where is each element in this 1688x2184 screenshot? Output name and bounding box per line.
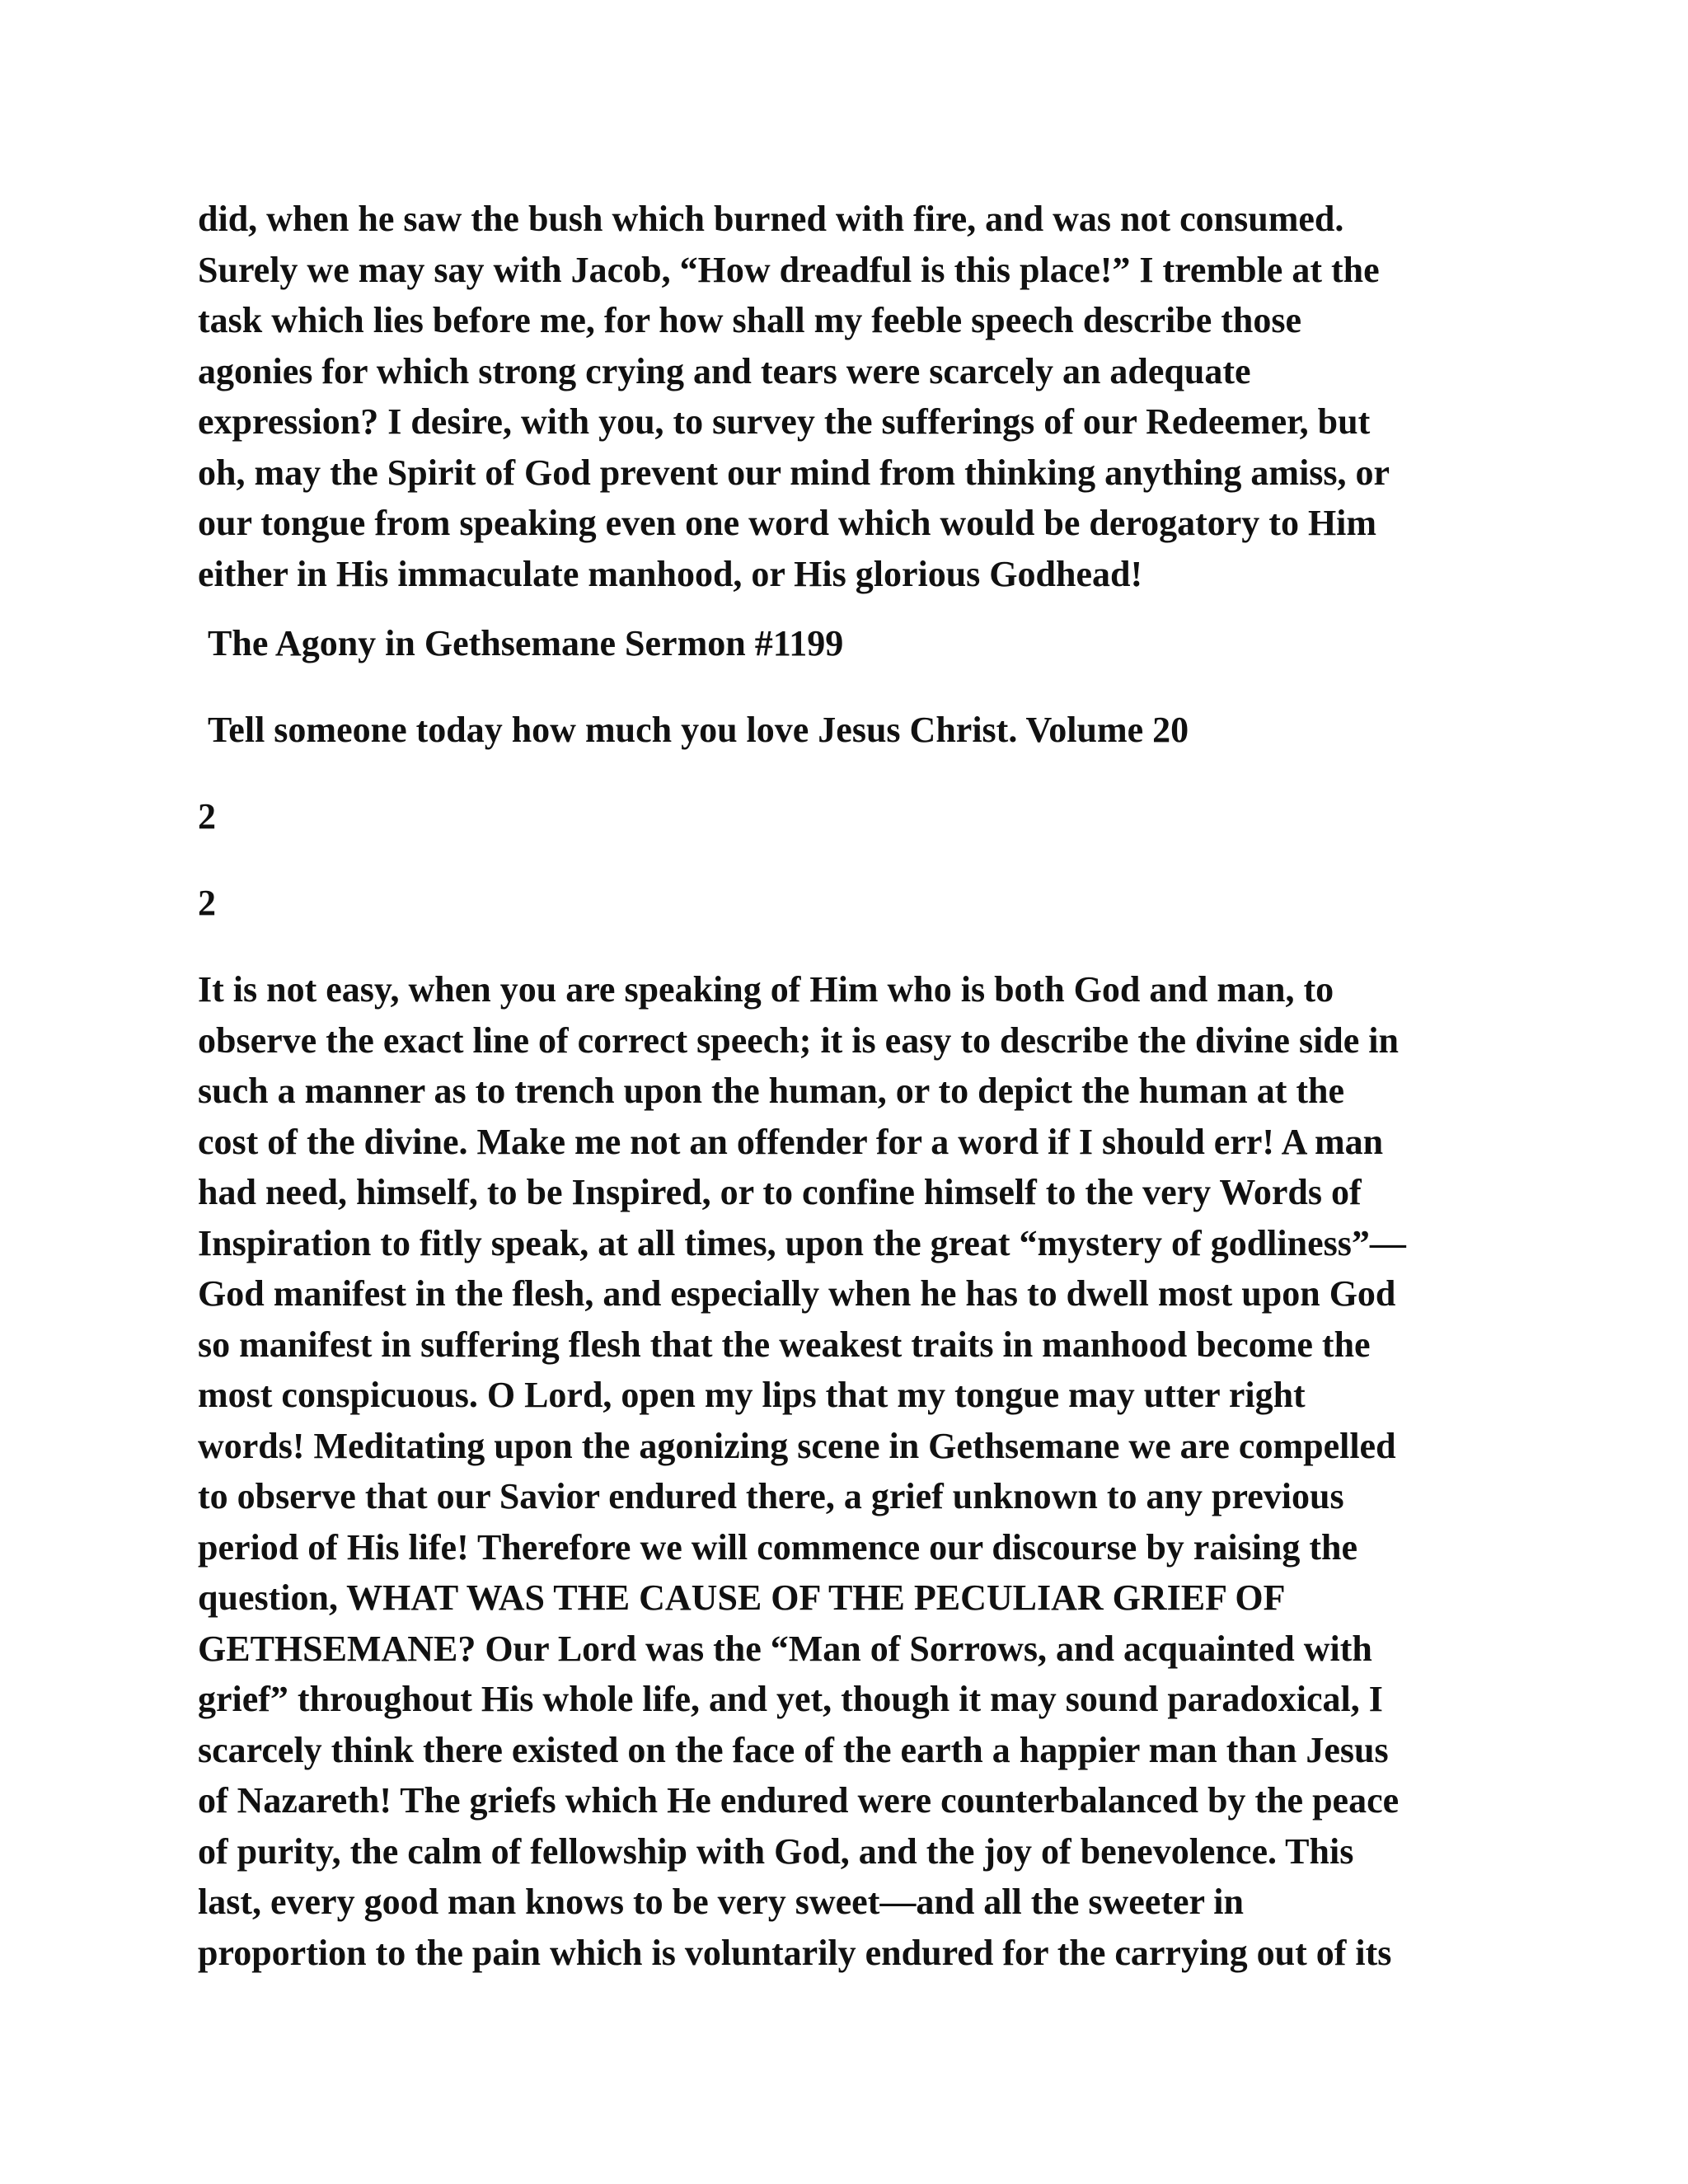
text-line: Inspiration to fitly speak, at all times, upon the great “mystery of godliness”— [198,1222,1406,1263]
sermon-tagline: Tell someone today how much you love Jesus Christ. Volume 20 [208,710,1189,750]
text-line: task which lies before me, for how shall my feeble speech describe those [198,300,1302,340]
text-line: our tongue from speaking even one word which would be derogatory to Him [198,503,1377,543]
text-line: words! Meditating upon the agonizing scene in Gethsemane we are compelled [198,1425,1396,1466]
text-line: such a manner as to trench upon the human, or to depict the human at the [198,1071,1345,1111]
text-line: had need, himself, to be Inspired, or to confine himself to the very Words of [198,1172,1362,1212]
text-line: period of His life! Therefore we will commence our discourse by raising the [198,1526,1358,1568]
paragraph-top [198,194,1390,599]
text-line: grief” throughout His whole life, and yet, though it may sound paradoxical, I [198,1679,1383,1719]
text-line: scarcely think there existed on the face of the earth a happier man than Jesus [198,1729,1389,1770]
text-line: did, when he saw the bush which burned with fire, and was not consumed. [198,199,1344,239]
text-line: It is not easy, when you are speaking of Him who is both God and man, to [198,969,1334,1010]
page-number: 2 [198,883,216,923]
text-line: most conspicuous. O Lord, open my lips that my tongue may utter right [198,1375,1306,1415]
text-line: oh, may the Spirit of God prevent our mind from thinking anything amiss, or [198,452,1390,493]
text-line: of Nazareth! The griefs which He endured were counterbalanced by the peace [198,1780,1400,1821]
text-line: last, every good man knows to be very sweet—and all the sweeter in [198,1882,1244,1922]
text-line: of purity, the calm of fellowship with God, and the joy of benevolence. This [198,1830,1354,1872]
text-line: to observe that our Savior endured there, a grief unknown to any previous [198,1476,1344,1516]
text-line: GETHSEMANE? Our Lord was the “Man of Sorrows, and acquainted with [198,1628,1372,1669]
text-line: Surely we may say with Jacob, “How dreadful is this place!” I tremble at the [198,249,1380,290]
text-line: God manifest in the flesh, and especially when he has to dwell most upon God [198,1273,1396,1314]
sermon-title: The Agony in Gethsemane Sermon #1199 [208,623,844,663]
text-line: agonies for which strong crying and tears were scarcely an adequate [198,350,1251,391]
text-line: either in His immaculate manhood, or His glorious Godhead! [198,553,1143,594]
page-number: 2 [198,796,216,837]
text-line: proportion to the pain which is voluntarily endured for the carrying out of its [198,1932,1392,1973]
text-line: question, WHAT WAS THE CAUSE OF THE PECULIAR GRIEF OF [198,1577,1286,1618]
text-line: expression? I desire, with you, to survey the sufferings of our Redeemer, but [198,401,1371,442]
text-line: so manifest in suffering flesh that the weakest traits in manhood become the [198,1324,1371,1365]
paragraph-main [198,964,1406,1978]
text-line: cost of the divine. Make me not an offender for a word if I should err! A man [198,1121,1384,1162]
text-line: observe the exact line of correct speech; it is easy to describe the divine side in [198,1019,1400,1061]
